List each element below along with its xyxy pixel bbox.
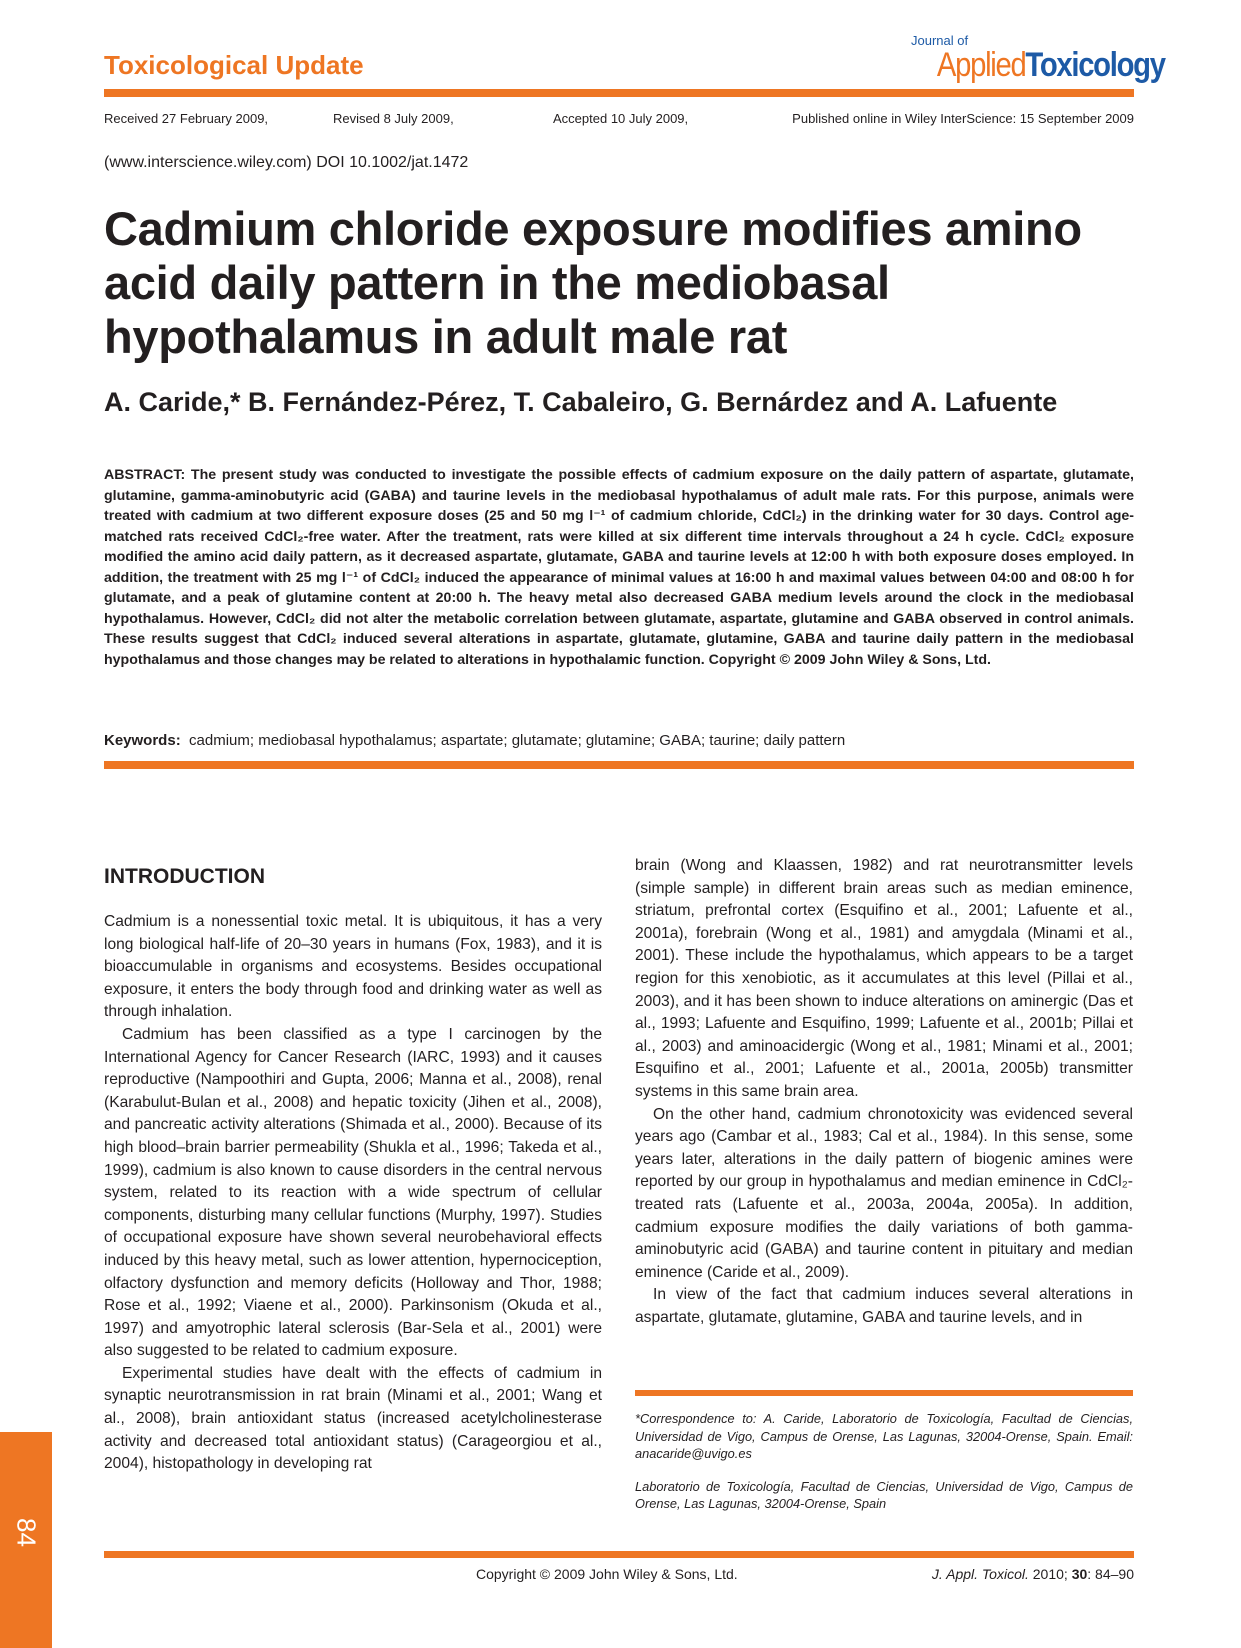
journal-logo-of: Journal of	[911, 33, 969, 48]
intro-paragraph-5: On the other hand, cadmium chronotoxicity was evidenced several years ago (Cambar et al., 1983; Cal et al., 1984). In this sense, some years later, alterations in the daily pattern of biogenic amines were reported by our group in hypothalamus and median eminence in CdCl₂-treated rats (Lafuente et al., 2003a, 2004a, 2005a). In addition, cadmium exposure modifies the daily variations of both gamma-aminobutyric acid (GABA) and taurine content in pituitary and median eminence (Caride et al., 2009).	[635, 1105, 1133, 1281]
doi-line: (www.interscience.wiley.com) DOI 10.1002/jat.1472	[104, 154, 469, 171]
footer-rule	[104, 1551, 1134, 1558]
section-label: Toxicological Update	[104, 50, 364, 80]
journal-logo-toxicology: Toxicology	[1025, 46, 1165, 84]
citation-journal: J. Appl. Toxicol.	[931, 1566, 1029, 1582]
page-number: 84	[11, 1518, 42, 1547]
right-column	[635, 855, 1133, 1329]
intro-paragraph-1: Cadmium is a nonessential toxic metal. It is ubiquitous, it has a very long biological half-life of 20–30 years in humans (Fox, 1983), and it is bioaccumulable in organisms and ecosystems. Besides occupational exposure, it enters the body through food and drinking water as well as through inhalation.	[104, 913, 602, 1021]
correspondence-rule	[635, 1390, 1133, 1396]
published-date: Published online in Wiley InterScience: 15 September 2009	[792, 111, 1134, 126]
citation-volume: 30	[1071, 1566, 1088, 1582]
article-title: Cadmium chloride exposure modifies amino acid daily pattern in the mediobasal hypothalamus in adult male rat	[104, 202, 1082, 363]
author-list: A. Caride,* B. Fernández-Pérez, T. Cabaleiro, G. Bernárdez and A. Lafuente	[104, 387, 1058, 417]
correspondence-note: *Correspondence to: A. Caride, Laboratorio de Toxicología, Facultad de Ciencias, Universidad de Vigo, Campus de Orense, Las Lagunas, 32004-Orense, Spain. Email: anacaride@uvigo.es	[635, 1411, 1133, 1461]
intro-paragraph-3: Experimental studies have dealt with the effects of cadmium in synaptic neurotransmission in rat brain (Minami et al., 2001; Wang et al., 2008), brain antioxidant status (increased acetylcholinesterase activity and decreased total antioxidant status) (Carageorgiou et al., 2004), histopathology in developing rat	[104, 1364, 602, 1473]
accepted-date: Accepted 10 July 2009,	[553, 111, 689, 126]
keywords-rule	[104, 761, 1134, 769]
journal-logo-applied: Applied	[936, 46, 1026, 84]
keywords-text: cadmium; mediobasal hypothalamus; aspartate; glutamate; glutamine; GABA; taurine; daily pattern	[189, 732, 846, 749]
footer-citation	[916, 1566, 1134, 1582]
keywords-label: Keywords:	[104, 732, 181, 749]
intro-paragraph-2: Cadmium has been classified as a type I carcinogen by the International Agency for Cancer Research (IARC, 1993) and it causes reproductive (Nampoothiri and Gupta, 2006; Manna et al., 2008), renal (Karabulut-Bulan et al., 2008) and hepatic toxicity (Jihen et al., 2008), and pancreatic activity alterations (Shimada et al., 2000). Because of its high blood–brain barrier permeability (Shukla et al., 1996; Takeda et al., 1999), cadmium is also known to cause disorders in the central nervous system, related to its reaction with a wide spectrum of cellular components, disturbing many cellular functions (Murphy, 1997). Studies of occupational exposure have shown several neurobehavioral effects induced by this heavy metal, such as lower attention, hypernociception, olfactory dysfunction and memory deficits (Holloway and Thor, 1988; Rose et al., 1992; Viaene et al., 2000). Parkinsonism (Okuda et al., 1997) and amyotrophic lateral sclerosis (Bar-Sela et al., 2001) were also suggested to be related to cadmium exposure.	[104, 1025, 602, 1360]
citation-year: 2010;	[1028, 1566, 1072, 1582]
footer-copyright: Copyright © 2009 John Wiley & Sons, Ltd.	[476, 1566, 738, 1582]
citation-pages: : 84–90	[1087, 1566, 1134, 1582]
left-column	[104, 911, 602, 1476]
header-rule	[104, 89, 1134, 97]
abstract: ABSTRACT: The present study was conducted to investigate the possible effects of cadmium exposure on the daily pattern of aspartate, glutamate, glutamine, gamma-aminobutyric acid (GABA) and taurine levels in the mediobasal hypothalamus of adult male rats. For this purpose, animals were treated with cadmium at two different exposure doses (25 and 50 mg l⁻¹ of cadmium chloride, CdCl₂) in the drinking water for 30 days. Control age-matched rats received CdCl₂-free water. After the treatment, rats were killed at six different time intervals throughout a 24 h cycle. CdCl₂ exposure modified the amino acid daily pattern, as it decreased aspartate, glutamate, GABA and taurine levels at 12:00 h with both exposure doses employed. In addition, the treatment with 25 mg l⁻¹ of CdCl₂ induced the appearance of minimal values at 16:00 h and maximal values between 04:00 and 08:00 h for glutamate, and a peak of glutamine content at 20:00 h. The heavy metal also decreased GABA medium levels around the clock in the mediobasal hypothalamus. However, CdCl₂ did not alter the metabolic correlation between glutamate, aspartate, glutamine and GABA observed in control animals. These results suggest that CdCl₂ induced several alterations in aspartate, glutamate, glutamine, GABA and taurine daily pattern in the mediobasal hypothalamus and those changes may be related to alterations in hypothalamic function. Copyright © 2009 John Wiley & Sons, Ltd.	[104, 467, 1134, 668]
keywords	[104, 732, 1134, 749]
affiliation-note: Laboratorio de Toxicología, Facultad de Ciencias, Universidad de Vigo, Campus de Orense, Las Lagunas, 32004-Orense, Spain	[635, 1478, 1133, 1511]
journal-logo	[905, 33, 1165, 84]
received-date: Received 27 February 2009,	[104, 111, 269, 126]
intro-paragraph-6: In view of the fact that cadmium induces several alterations in aspartate, glutamate, glutamine, GABA and taurine levels, and in	[635, 1286, 1133, 1326]
revised-date: Revised 8 July 2009,	[333, 111, 454, 126]
journal-logo-name	[936, 46, 1165, 84]
correspondence-block	[635, 1410, 1133, 1528]
introduction-heading: INTRODUCTION	[104, 865, 265, 888]
intro-paragraph-4: brain (Wong and Klaassen, 1982) and rat neurotransmitter levels (simple sample) in different brain areas such as median eminence, striatum, prefrontal cortex (Esquifino et al., 2001; Lafuente et al., 2001a), forebrain (Wong et al., 1981) and amygdala (Minami et al., 2001). These include the hypothalamus, which appears to be a target region for this xenobiotic, as it accumulates at this level (Pillai et al., 2003), and it has been shown to induce alterations on aminergic (Das et al., 1993; Lafuente and Esquifino, 1999; Lafuente et al., 2001b; Pillai et al., 2003) and aminoacidergic (Wong et al., 1981; Minami et al., 2001; Esquifino et al., 2001; Lafuente et al., 2001a, 2005b) transmitter systems in this same brain area.	[635, 857, 1133, 1100]
